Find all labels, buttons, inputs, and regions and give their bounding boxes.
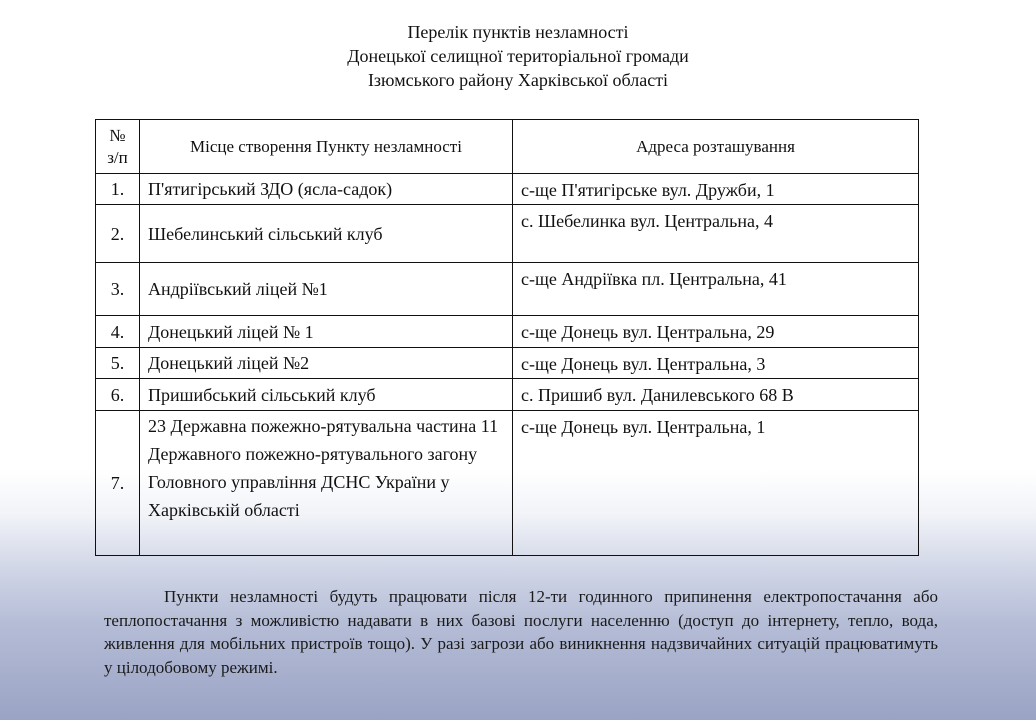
row-num: 5. <box>96 348 140 379</box>
row-place: 23 Державна пожежно-рятувальна частина 11 Державного пожежно-рятувального загону Головного управління ДСНС України у Харківській області <box>140 411 513 556</box>
table-row <box>96 205 919 263</box>
row-address: с-ще Донець вул. Центральна, 3 <box>513 348 919 379</box>
row-address: с-ще П'ятигірське вул. Дружби, 1 <box>513 174 919 205</box>
table-row <box>96 411 919 556</box>
header-address: Адреса розташування <box>513 120 919 174</box>
row-address: с-ще Андріївка пл. Центральна, 41 <box>513 263 919 316</box>
row-place: Донецький ліцей № 1 <box>140 316 513 348</box>
row-num: 7. <box>96 411 140 556</box>
table-header-row <box>96 120 919 174</box>
row-place: Андріївський ліцей №1 <box>140 263 513 316</box>
title-line-3: Ізюмського району Харківської області <box>367 70 669 90</box>
table-row <box>96 263 919 316</box>
row-address: с. Шебелинка вул. Центральна, 4 <box>513 205 919 263</box>
row-num: 4. <box>96 316 140 348</box>
table-row <box>96 174 919 205</box>
table-row <box>96 348 919 379</box>
title-line-2: Донецької селищної територіальної громади <box>347 46 689 66</box>
table-row <box>96 379 919 411</box>
row-num: 6. <box>96 379 140 411</box>
title-line-1: Перелік пунктів незламності <box>407 22 629 42</box>
row-num: 1. <box>96 174 140 205</box>
row-place: Шебелинський сільський клуб <box>140 205 513 263</box>
row-address: с. Пришиб вул. Данилевського 68 В <box>513 379 919 411</box>
header-place: Місце створення Пункту незламності <box>140 120 513 174</box>
row-place: Донецький ліцей №2 <box>140 348 513 379</box>
row-num: 2. <box>96 205 140 263</box>
row-place: Пришибський сільський клуб <box>140 379 513 411</box>
row-address: с-ще Донець вул. Центральна, 29 <box>513 316 919 348</box>
table-row <box>96 316 919 348</box>
row-place: П'ятигірський ЗДО (ясла-садок) <box>140 174 513 205</box>
document-title <box>0 20 1036 92</box>
header-num: № з/п <box>96 120 140 174</box>
row-num: 3. <box>96 263 140 316</box>
row-address: с-ще Донець вул. Центральна, 1 <box>513 411 919 556</box>
points-table <box>95 119 919 556</box>
operating-note: Пункти незламності будуть працювати після 12-ти годинного припинення електропостачання або теплопостачання з можливістю надавати в них базові послуги населенню (доступ до інтернету, тепло, вода, живлення для мобільних пристроїв тощо). У разі загрози або виникнення надзвичайних ситуацій працюватимуть у цілодобовому режимі. <box>104 587 938 677</box>
